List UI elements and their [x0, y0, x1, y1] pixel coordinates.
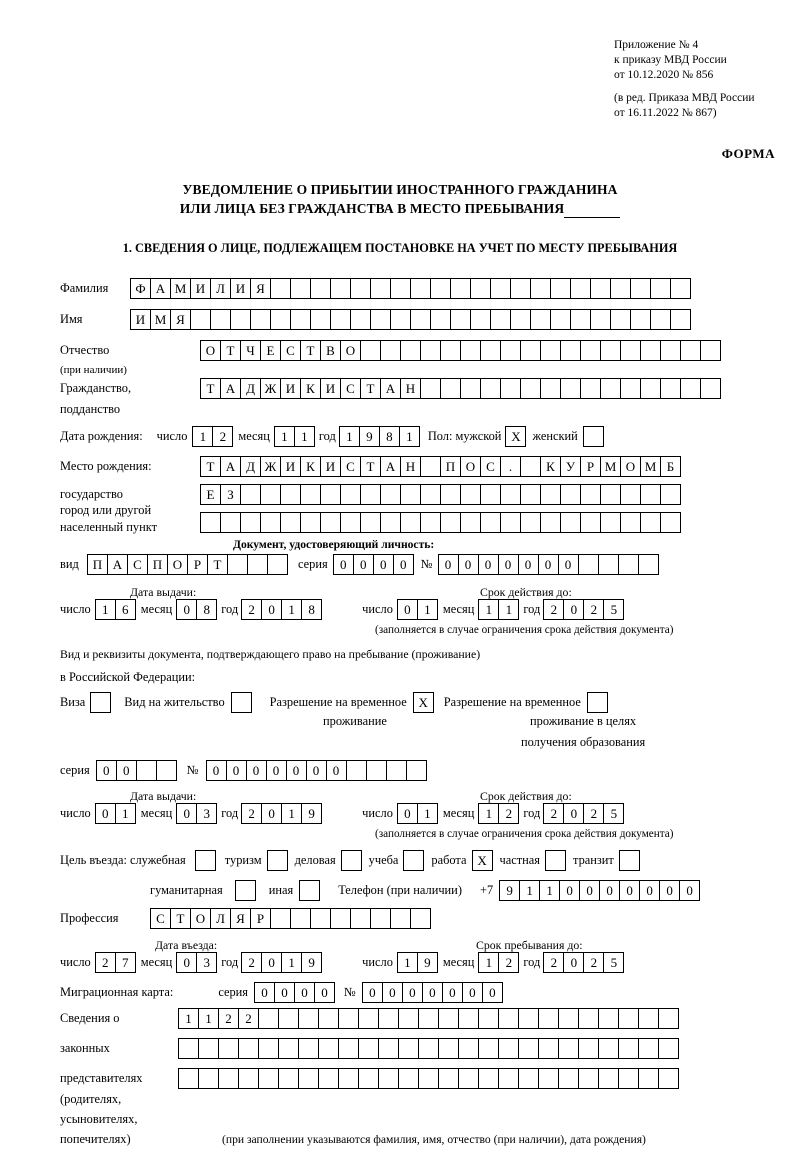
- mc-number-label: №: [344, 985, 356, 999]
- stay-day-label: число: [362, 955, 393, 969]
- entry-day-input[interactable]: 2 7: [95, 952, 136, 973]
- legal-rep-row-2[interactable]: [178, 1038, 679, 1059]
- phone-input[interactable]: 9 1 1 0 0 0 0 0 0 0: [499, 880, 700, 901]
- temp-residence-label-2: проживание: [323, 714, 387, 728]
- entry-month-label: месяц: [140, 955, 173, 969]
- row-legal-rep-2: [60, 1038, 679, 1059]
- permit-issue-year-label: год: [221, 806, 239, 820]
- row-profession: [60, 908, 431, 929]
- name-input[interactable]: И М Я: [130, 309, 691, 330]
- visa-label: Виза: [60, 695, 86, 709]
- edu-residence-label: Разрешение на временное: [443, 695, 581, 709]
- birthplace-sub-3: населенный пункт: [60, 520, 158, 534]
- mc-number-input[interactable]: 0 0 0 0 0 0 0: [362, 982, 503, 1003]
- id-valid-year-input[interactable]: 2 0 2 5: [543, 599, 624, 620]
- patronymic-sub-label: (при наличии): [60, 364, 127, 376]
- id-issue-month-label: месяц: [140, 602, 173, 616]
- sex-female-checkbox[interactable]: [583, 426, 604, 447]
- purpose-work-label: работа: [431, 853, 467, 867]
- legal-rep-label-4: (родителях,: [60, 1092, 122, 1106]
- patronymic-label: Отчество: [60, 343, 110, 357]
- title-line-2: ИЛИ ЛИЦА БЕЗ ГРАЖДАНСТВА В МЕСТО ПРЕБЫВАНИЯ: [179, 201, 565, 216]
- row-id-dates: [60, 599, 624, 620]
- mc-series-label: серия: [218, 985, 248, 999]
- permit-number-label: №: [186, 763, 199, 777]
- id-valid-year-label: год: [523, 602, 541, 616]
- id-series-input[interactable]: 0 0 0 0: [333, 554, 414, 575]
- permit-issue-year-input[interactable]: 2 0 1 9: [241, 803, 322, 824]
- edu-residence-checkbox[interactable]: [587, 692, 608, 713]
- legal-rep-label-1: Сведения о: [60, 1011, 120, 1025]
- header-line-4: (в ред. Приказа МВД России: [614, 92, 755, 104]
- purpose-business-label: деловая: [294, 853, 336, 867]
- row-citizenship: [60, 378, 721, 399]
- id-number-input[interactable]: 0 0 0 0 0 0 0: [438, 554, 659, 575]
- id-valid-month-label: месяц: [442, 602, 475, 616]
- header-line-1: Приложение № 4: [614, 39, 699, 51]
- sex-female-label: женский: [532, 429, 578, 443]
- row-patronymic: [60, 340, 721, 361]
- birthplace-row-2[interactable]: Е З: [200, 484, 681, 505]
- citizenship-label-2: подданство: [60, 402, 121, 416]
- entry-day-label: число: [60, 955, 91, 969]
- purpose-tourism-label: туризм: [224, 853, 262, 867]
- id-document-title: Документ, удостоверяющий личность:: [233, 538, 435, 551]
- citizenship-subnote: [60, 402, 120, 417]
- entry-year-label: год: [221, 955, 239, 969]
- birthdate-label: Дата рождения:: [60, 429, 143, 443]
- row-purpose: [60, 850, 640, 871]
- phone-prefix: +7: [479, 883, 494, 897]
- sex-male-label: Пол: мужской: [427, 429, 502, 443]
- id-valid-day-label: число: [362, 602, 393, 616]
- section-1-title: 1. СВЕДЕНИЯ О ЛИЦЕ, ПОДЛЕЖАЩЕМ ПОСТАНОВКЕ НА УЧЕТ ПО МЕСТУ ПРЕБЫВАНИЯ: [122, 241, 678, 255]
- sex-male-checkbox[interactable]: Х: [505, 426, 526, 447]
- right-doc-line-1: Вид и реквизиты документа, подтверждающего право на пребывание (проживание): [60, 647, 481, 661]
- birth-day-input[interactable]: 1 2: [192, 426, 233, 447]
- id-kind-input[interactable]: П А С П О Р Т: [87, 554, 288, 575]
- temp-residence-label: Разрешение на временное: [269, 695, 407, 709]
- legal-rep-label-3: представителях: [60, 1071, 143, 1085]
- row-surname: [60, 278, 691, 299]
- phone-label: Телефон (при наличии): [338, 883, 462, 897]
- header-line-2: к приказу МВД России: [614, 54, 727, 66]
- visa-checkbox[interactable]: [90, 692, 111, 713]
- permit-issue-day-input[interactable]: 0 1: [95, 803, 136, 824]
- permit-valid-until-label: Срок действия до:: [480, 789, 572, 803]
- legal-rep-row-1[interactable]: 1 1 2 2: [178, 1008, 679, 1029]
- row-entry-dates: [60, 952, 624, 973]
- stay-month-label: месяц: [442, 955, 475, 969]
- purpose-service-checkbox[interactable]: [195, 850, 216, 871]
- birthplace-row-3[interactable]: [200, 512, 681, 533]
- permit-valid-year-input[interactable]: 2 0 2 5: [543, 803, 624, 824]
- edu-residence-label-2: проживание в целях: [530, 714, 637, 728]
- id-valid-month-input[interactable]: 1 1: [478, 599, 519, 620]
- id-valid-day-input[interactable]: 0 1: [397, 599, 438, 620]
- permit-valid-day-label: число: [362, 806, 393, 820]
- name-label: Имя: [60, 312, 83, 326]
- purpose-transit-label: транзит: [573, 853, 614, 867]
- page-title: [0, 180, 800, 218]
- id-issue-day-label: число: [60, 602, 91, 616]
- purpose-private-checkbox[interactable]: [545, 850, 566, 871]
- row-permit-dates: [60, 803, 624, 824]
- birthplace-row-1[interactable]: Т А Д Ж И К И С Т А Н П О С . К У Р М О М Б: [200, 456, 681, 477]
- row-id-document: [60, 554, 659, 575]
- permit-limited-note: (заполняется в случае ограничения срока действия документа): [375, 828, 674, 840]
- header-line-3: от 10.12.2020 № 856: [614, 69, 714, 81]
- residence-permit-label: Вид на жительство: [124, 695, 225, 709]
- purpose-label: Цель въезда: служебная: [60, 853, 186, 867]
- id-kind-label: вид: [60, 557, 79, 571]
- purpose-study-checkbox[interactable]: [403, 850, 424, 871]
- birthplace-label: Место рождения:: [60, 459, 152, 473]
- row-name: [60, 309, 691, 330]
- row-permit-type: [60, 692, 608, 713]
- citizenship-label: Гражданство,: [60, 381, 132, 395]
- entry-date-label: Дата въезда:: [155, 938, 218, 952]
- stay-day-input[interactable]: 1 9: [397, 952, 438, 973]
- patronymic-input[interactable]: О Т Ч Е С Т В О: [200, 340, 721, 361]
- purpose-other-label: иная: [268, 883, 294, 897]
- purpose-humanitarian-checkbox[interactable]: [235, 880, 256, 901]
- row-legal-rep-1: [60, 1008, 679, 1029]
- purpose-transit-checkbox[interactable]: [619, 850, 640, 871]
- permit-series-label: серия: [60, 763, 90, 777]
- form-word: ФОРМА: [721, 146, 775, 161]
- id-issue-day-input[interactable]: 1 6: [95, 599, 136, 620]
- purpose-tourism-checkbox[interactable]: [267, 850, 288, 871]
- birthplace-sub-2: город или другой: [60, 503, 152, 517]
- id-number-label: №: [420, 557, 433, 571]
- title-blank-line: [564, 204, 620, 218]
- row-birthplace: [60, 456, 681, 477]
- surname-input[interactable]: Ф А М И Л И Я: [130, 278, 691, 299]
- entry-month-input[interactable]: 0 3: [176, 952, 217, 973]
- title-line-1: УВЕДОМЛЕНИЕ О ПРИБЫТИИ ИНОСТРАННОГО ГРАЖДАНИНА: [182, 182, 618, 197]
- patronymic-subnote: [60, 364, 127, 376]
- entry-year-input[interactable]: 2 0 1 9: [241, 952, 322, 973]
- id-issue-month-input[interactable]: 0 8: [176, 599, 217, 620]
- row-migration-card: [60, 982, 503, 1003]
- permit-issue-day-label: число: [60, 806, 91, 820]
- legal-rep-note: (при заполнении указываются фамилия, имя, отчество (при наличии), дата рождения): [222, 1133, 646, 1146]
- birth-year-label: год: [318, 429, 336, 443]
- stay-until-label: Срок пребывания до:: [476, 938, 583, 952]
- legal-rep-row-3[interactable]: [178, 1068, 679, 1089]
- birthplace-sub-3-row: [60, 520, 157, 535]
- purpose-study-label: учеба: [368, 853, 399, 867]
- purpose-humanitarian-label: гуманитарная: [150, 883, 223, 897]
- mc-series-input[interactable]: 0 0 0 0: [254, 982, 335, 1003]
- row-birth-date: [60, 426, 604, 447]
- stay-year-label: год: [523, 955, 541, 969]
- profession-label: Профессия: [60, 911, 119, 925]
- right-doc-line-2: в Российской Федерации:: [60, 670, 196, 684]
- birthplace-sub-1: государство: [60, 487, 123, 501]
- permit-valid-month-input[interactable]: 1 2: [478, 803, 519, 824]
- permit-issue-month-input[interactable]: 0 3: [176, 803, 217, 824]
- row-permit-number: [60, 760, 427, 781]
- purpose-private-label: частная: [499, 853, 540, 867]
- stay-year-input[interactable]: 2 0 2 5: [543, 952, 624, 973]
- purpose-other-checkbox[interactable]: [299, 880, 320, 901]
- legal-rep-label-2: законных: [60, 1041, 110, 1055]
- id-issue-date-label: Дата выдачи:: [130, 585, 197, 599]
- id-valid-until-label: Срок действия до:: [480, 585, 572, 599]
- migration-card-label: Миграционная карта:: [60, 985, 174, 999]
- stay-month-input[interactable]: 1 2: [478, 952, 519, 973]
- citizenship-input[interactable]: Т А Д Ж И К И С Т А Н: [200, 378, 721, 399]
- row-legal-rep-3: [60, 1068, 679, 1089]
- id-series-label: серия: [298, 557, 328, 571]
- document-header: [614, 38, 794, 121]
- temp-residence-checkbox[interactable]: Х: [413, 692, 434, 713]
- birth-day-label: число: [156, 429, 188, 443]
- purpose-business-checkbox[interactable]: [341, 850, 362, 871]
- id-issue-year-input[interactable]: 2 0 1 8: [241, 599, 322, 620]
- permit-valid-year-label: год: [523, 806, 541, 820]
- residence-permit-checkbox[interactable]: [231, 692, 252, 713]
- header-line-5: от 16.11.2022 № 867): [614, 107, 717, 119]
- permit-issue-date-label: Дата выдачи:: [130, 789, 197, 803]
- permit-valid-day-input[interactable]: 0 1: [397, 803, 438, 824]
- profession-input[interactable]: С Т О Л Я Р: [150, 908, 431, 929]
- permit-valid-month-label: месяц: [442, 806, 475, 820]
- permit-issue-month-label: месяц: [140, 806, 173, 820]
- permit-series-input[interactable]: 0 0: [96, 760, 177, 781]
- id-issue-year-label: год: [221, 602, 239, 616]
- surname-label: Фамилия: [60, 281, 109, 295]
- id-limited-note: (заполняется в случае ограничения срока действия документа): [375, 624, 674, 636]
- birth-month-label: месяц: [238, 429, 270, 443]
- birth-month-input[interactable]: 1 1: [274, 426, 315, 447]
- permit-number-input[interactable]: 0 0 0 0 0 0 0: [206, 760, 427, 781]
- row-purpose-2: [150, 880, 700, 901]
- legal-rep-label-5: усыновителях,: [60, 1112, 138, 1126]
- edu-residence-label-3: получения образования: [521, 735, 646, 749]
- legal-rep-label-6: попечителях): [60, 1132, 131, 1146]
- purpose-work-checkbox[interactable]: Х: [472, 850, 493, 871]
- row-birthplace-2: [60, 484, 681, 505]
- birth-year-input[interactable]: 1 9 8 1: [339, 426, 420, 447]
